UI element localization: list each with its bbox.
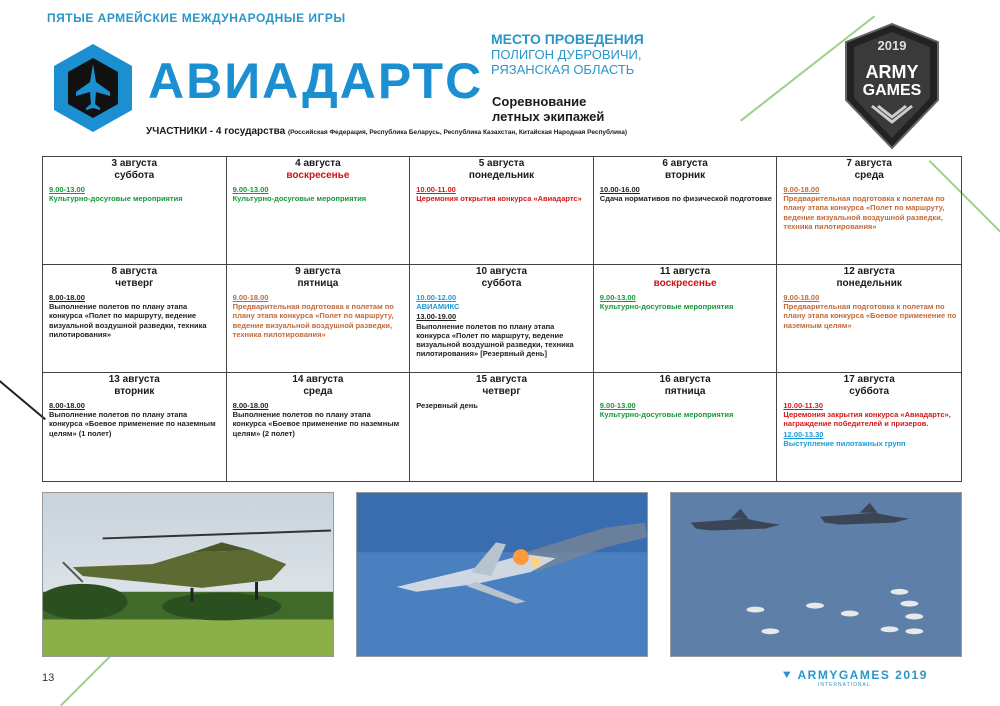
event-text: Выступление пилотажных групп xyxy=(783,438,906,448)
cell-event xyxy=(49,185,223,203)
event-text: Выполнение полетов по плану этапа конкурса «Боевое применение по наземным целям» (1 полет) xyxy=(49,410,216,438)
cell-event xyxy=(600,293,774,311)
cell-weekday: вторник xyxy=(114,386,155,397)
decor-line xyxy=(0,380,46,420)
cell-weekday: четверг xyxy=(482,386,521,397)
schedule-cell xyxy=(594,157,778,265)
event-time: 13.00-19.00 xyxy=(416,312,457,322)
event-text: Выполнение полетов по плану этапа конкурса «Боевое применение по наземным целям» (2 полет) xyxy=(232,410,400,438)
cell-date: 10 августа xyxy=(475,266,528,277)
cell-date: 15 августа xyxy=(475,374,528,385)
cell-weekday: пятница xyxy=(664,386,706,397)
cell-event xyxy=(783,430,958,448)
schedule-cell xyxy=(777,157,961,265)
event-time: 8.00-18.00 xyxy=(49,401,85,410)
competition-type xyxy=(492,94,604,124)
cell-event xyxy=(49,401,223,438)
cell-event xyxy=(416,293,590,311)
participants-line xyxy=(146,126,627,137)
schedule-cell xyxy=(227,157,411,265)
cell-date: 13 августа xyxy=(108,374,160,385)
cell-weekday: воскресенье xyxy=(286,170,350,181)
cell-weekday: понедельник xyxy=(468,170,535,181)
cell-date: 12 августа xyxy=(843,266,895,277)
cell-weekday: среда xyxy=(303,386,333,397)
event-time: 10.00-16.00 xyxy=(599,185,640,194)
event-text: Резервный день xyxy=(416,401,478,410)
competition-name: АВИАДАРТС xyxy=(148,53,484,109)
event-time: 9.00-18.00 xyxy=(232,293,269,302)
event-time: 10.00-11.30 xyxy=(783,401,824,410)
army-logo-line-2: GAMES xyxy=(862,82,922,99)
cell-weekday: вторник xyxy=(664,170,706,181)
cell-date: 8 августа xyxy=(111,266,158,277)
fighter-jet-photo xyxy=(356,492,648,657)
cell-date: 9 августа xyxy=(295,266,341,277)
army-logo-year: 2019 xyxy=(877,38,907,53)
schedule-cell xyxy=(227,373,411,481)
cell-event xyxy=(783,293,958,330)
cell-event xyxy=(416,185,590,203)
cell-date: 5 августа xyxy=(478,158,525,169)
event-text: Церемония открытия конкурса «Авиадартс» xyxy=(416,194,582,204)
venue-line-1: ПОЛИГОН ДУБРОВИЧИ, xyxy=(491,47,642,62)
cell-event xyxy=(49,293,223,339)
cell-weekday: среда xyxy=(854,170,884,181)
helicopter-photo xyxy=(42,492,334,657)
competition-line-1: Соревнование xyxy=(492,94,587,109)
footer-brand-text: ARMYGAMES 2019 xyxy=(797,668,928,682)
event-text: Церемония закрытия конкурса «Авиадартс», награждение победителей и призеров. xyxy=(783,410,951,429)
event-time: 9.00-18.00 xyxy=(783,185,820,194)
cell-weekday: суббота xyxy=(114,170,155,181)
cell-event xyxy=(233,401,407,438)
schedule-cell xyxy=(227,265,411,373)
cell-date: 11 августа xyxy=(659,266,711,277)
schedule-cell xyxy=(43,373,227,481)
event-time: 10.00-12.00 xyxy=(416,293,457,302)
army-logo-line-1: ARMY xyxy=(865,62,919,82)
schedule-cell xyxy=(410,373,594,481)
cell-weekday: пятница xyxy=(297,278,339,289)
event-text: Предварительная подготовка к полетам по плану этапа конкурса «Боевое применение по наземным целям» xyxy=(783,302,957,330)
cell-weekday: понедельник xyxy=(836,278,902,289)
cell-weekday: воскресенье xyxy=(653,278,717,289)
event-text: Культурно-досуговые мероприятия xyxy=(599,302,734,312)
event-time: 8.00-18.00 xyxy=(232,401,269,410)
cell-event xyxy=(600,185,774,203)
event-text: Выполнение полетов по плану этапа конкурса «Полет по маршруту, ведение визуальной воздушной разведки, техника пилотирования» [Резервный день] xyxy=(416,321,574,359)
participants-main: УЧАСТНИКИ - 4 государства xyxy=(146,126,286,137)
schedule-cell xyxy=(594,373,778,481)
event-text: Предварительная подготовка к полетам по плану этапа конкурса «Полет по маршруту, ведение визуальной воздушной разведки, техника пилотирования» xyxy=(232,302,394,339)
schedule-cell xyxy=(777,373,961,481)
cell-event xyxy=(416,312,590,358)
event-time: 9.00-18.00 xyxy=(783,293,820,302)
event-time: 8.00-18.00 xyxy=(49,293,85,302)
venue-line-2: РЯЗАНСКАЯ ОБЛАСТЬ xyxy=(491,62,635,77)
event-text: Предварительная подготовка к полетам по плану этапа конкурса «Полет по маршруту, ведение визуальной воздушной разведки, техника пилотирования» xyxy=(783,194,945,231)
jets-and-bombs-photo xyxy=(670,492,962,657)
event-series-title: ПЯТЫЕ АРМЕЙСКИЕ МЕЖДУНАРОДНЫЕ ИГРЫ xyxy=(47,11,346,25)
footer-brand-icon: ⯆ xyxy=(782,668,794,682)
event-time: 10.00-11.00 xyxy=(416,185,456,194)
footer-brand-sub: INTERNATIONAL xyxy=(818,682,871,688)
schedule-cell xyxy=(777,265,961,373)
cell-event xyxy=(783,185,958,231)
page-number: 13 xyxy=(42,672,55,684)
event-time: 9.00-13.00 xyxy=(49,185,85,194)
cell-event xyxy=(416,401,590,410)
cell-event xyxy=(600,401,774,419)
aviadarts-logo-icon xyxy=(52,42,134,134)
venue-label: МЕСТО ПРОВЕДЕНИЯ xyxy=(491,31,644,47)
event-text: АВИАМИКС xyxy=(416,302,460,312)
schedule-cell xyxy=(43,265,227,373)
schedule-cell xyxy=(410,265,594,373)
cell-date: 3 августа xyxy=(111,158,158,169)
cell-date: 16 августа xyxy=(659,374,711,385)
cell-date: 6 августа xyxy=(662,158,708,169)
competition-line-2: летных экипажей xyxy=(492,109,605,124)
cell-date: 7 августа xyxy=(846,158,892,169)
schedule-cell xyxy=(410,157,594,265)
schedule-cell xyxy=(43,157,227,265)
event-text: Культурно-досуговые мероприятия xyxy=(49,194,183,204)
event-time: 9.00-13.00 xyxy=(599,293,636,302)
event-time: 9.00-13.00 xyxy=(599,401,636,410)
cell-event xyxy=(233,185,407,203)
cell-weekday: суббота xyxy=(481,278,522,289)
cell-weekday: суббота xyxy=(849,386,890,397)
footer-brand xyxy=(782,668,928,683)
venue-block xyxy=(491,32,644,77)
participants-detail: (Российская Федерация, Республика Беларусь, Республика Казахстан, Китайская Народная Республика) xyxy=(287,129,628,136)
army-games-logo-icon xyxy=(842,22,942,150)
event-text: Культурно-досуговые мероприятия xyxy=(599,410,734,420)
cell-event xyxy=(783,401,958,429)
event-time: 12.00-13.30 xyxy=(783,429,824,439)
event-time: 9.00-13.00 xyxy=(232,185,269,194)
schedule-cell xyxy=(594,265,778,373)
cell-date: 17 августа xyxy=(843,374,895,385)
cell-date: 4 августа xyxy=(295,158,341,169)
event-text: Культурно-досуговые мероприятия xyxy=(232,194,367,204)
event-text: Сдача нормативов по физической подготовке xyxy=(599,194,772,204)
schedule-table xyxy=(42,156,962,482)
cell-weekday: четверг xyxy=(115,278,154,289)
event-text: Выполнение полетов по плану этапа конкурса «Полет по маршруту, ведение визуальной воздушной разведки, техника пилотирования» xyxy=(49,302,207,339)
cell-date: 14 августа xyxy=(292,374,344,385)
cell-event xyxy=(233,293,407,339)
